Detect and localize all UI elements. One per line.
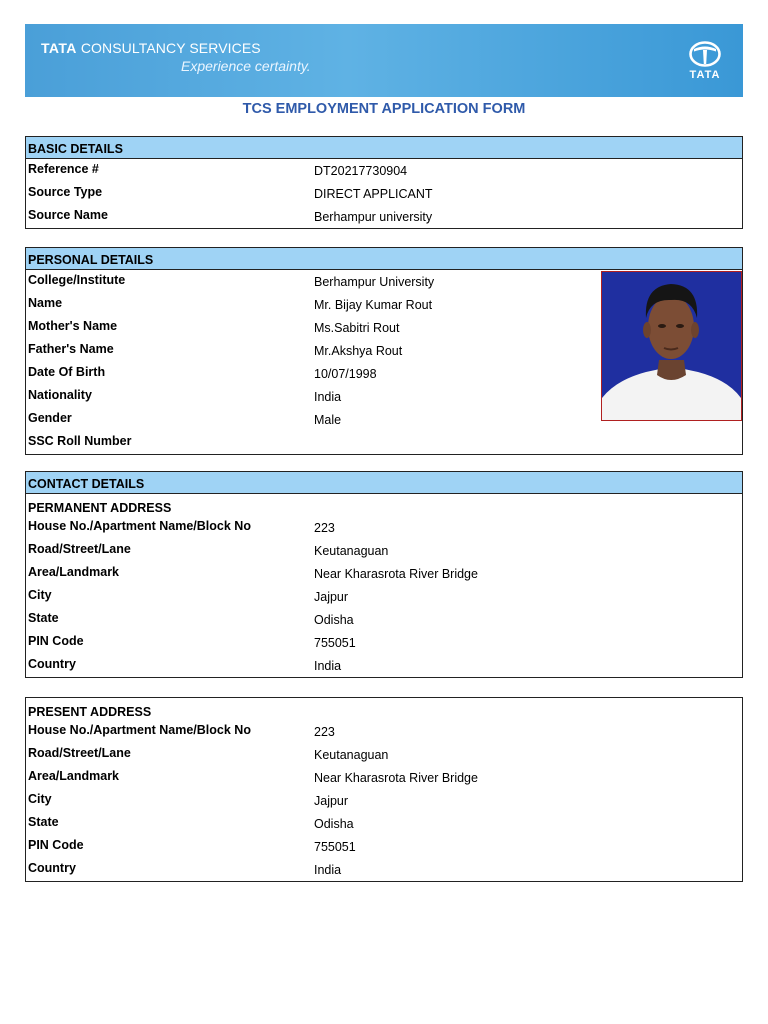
field-value: Near Kharasrota River Bridge bbox=[314, 567, 478, 581]
field-value: DIRECT APPLICANT bbox=[314, 187, 433, 201]
present-address-heading: PRESENT ADDRESS bbox=[28, 705, 152, 719]
field-label: State bbox=[28, 815, 59, 829]
applicant-photo-image bbox=[602, 272, 741, 420]
field-value: 223 bbox=[314, 521, 335, 535]
basic-row-source-name bbox=[26, 205, 742, 228]
field-label: City bbox=[28, 588, 52, 602]
field-value: 755051 bbox=[314, 636, 356, 650]
present-address-section bbox=[25, 697, 743, 882]
permanent-row-area bbox=[26, 562, 742, 585]
field-label: House No./Apartment Name/Block No bbox=[28, 723, 251, 737]
field-value: India bbox=[314, 390, 342, 404]
personal-details-section bbox=[25, 247, 743, 455]
field-label: Road/Street/Lane bbox=[28, 746, 131, 760]
field-value: Male bbox=[314, 413, 342, 427]
permanent-address-heading: PERMANENT ADDRESS bbox=[28, 501, 172, 515]
field-value: Near Kharasrota River Bridge bbox=[314, 771, 478, 785]
field-value: 755051 bbox=[314, 840, 356, 854]
field-label: Country bbox=[28, 861, 76, 875]
applicant-photo bbox=[601, 271, 742, 421]
permanent-row-pin bbox=[26, 631, 742, 654]
present-row-city bbox=[26, 789, 742, 812]
field-value: Berhampur University bbox=[314, 275, 435, 289]
field-label: PIN Code bbox=[28, 838, 84, 852]
tata-logo-icon bbox=[689, 41, 721, 67]
field-label: Area/Landmark bbox=[28, 565, 120, 579]
permanent-row-country bbox=[26, 654, 742, 677]
header-banner bbox=[25, 24, 743, 97]
field-label: Country bbox=[28, 657, 76, 671]
field-label: College/Institute bbox=[28, 273, 126, 287]
field-value: 223 bbox=[314, 725, 335, 739]
field-value: Mr. Bijay Kumar Rout bbox=[314, 298, 433, 312]
field-value: Ms.Sabitri Rout bbox=[314, 321, 400, 335]
present-row-area bbox=[26, 766, 742, 789]
basic-row-reference bbox=[26, 159, 742, 182]
field-label: Area/Landmark bbox=[28, 769, 120, 783]
tata-logo bbox=[685, 41, 725, 81]
field-label: Source Type bbox=[28, 185, 103, 199]
brand-name-rest: CONSULTANCY SERVICES bbox=[80, 40, 261, 56]
field-value: Jajpur bbox=[314, 590, 349, 604]
field-value: Keutanaguan bbox=[314, 544, 389, 558]
personal-row-ssc-roll bbox=[26, 431, 742, 454]
present-row-country bbox=[26, 858, 742, 881]
present-row-house bbox=[26, 720, 742, 743]
contact-details-heading: CONTACT DETAILS bbox=[26, 472, 742, 494]
field-label: City bbox=[28, 792, 52, 806]
field-label: Date Of Birth bbox=[28, 365, 106, 379]
tata-logo-text: TATA bbox=[689, 69, 721, 81]
field-label: PIN Code bbox=[28, 634, 84, 648]
field-label: State bbox=[28, 611, 59, 625]
permanent-row-state bbox=[26, 608, 742, 631]
present-row-state bbox=[26, 812, 742, 835]
field-label: SSC Roll Number bbox=[28, 434, 132, 448]
field-label: Name bbox=[28, 296, 63, 310]
permanent-row-house bbox=[26, 516, 742, 539]
field-value: Keutanaguan bbox=[314, 748, 389, 762]
field-value: Odisha bbox=[314, 817, 354, 831]
field-value: India bbox=[314, 863, 342, 877]
field-label: Gender bbox=[28, 411, 72, 425]
brand-tagline: Experience certainty. bbox=[181, 58, 311, 74]
present-row-road bbox=[26, 743, 742, 766]
field-label: Mother's Name bbox=[28, 319, 118, 333]
brand-name-bold: TATA bbox=[41, 40, 77, 56]
field-value: DT20217730904 bbox=[314, 164, 408, 178]
field-label: Road/Street/Lane bbox=[28, 542, 131, 556]
field-value: Berhampur university bbox=[314, 210, 433, 224]
field-label: Father's Name bbox=[28, 342, 114, 356]
field-value: Mr.Akshya Rout bbox=[314, 344, 403, 358]
form-title: TCS EMPLOYMENT APPLICATION FORM bbox=[242, 101, 526, 117]
field-value: 10/07/1998 bbox=[314, 367, 377, 381]
field-label: Source Name bbox=[28, 208, 108, 222]
field-label: Nationality bbox=[28, 388, 92, 402]
permanent-row-city bbox=[26, 585, 742, 608]
field-label: Reference # bbox=[28, 162, 99, 176]
permanent-row-road bbox=[26, 539, 742, 562]
basic-details-heading: BASIC DETAILS bbox=[26, 137, 742, 159]
field-value: Odisha bbox=[314, 613, 354, 627]
brand-name bbox=[41, 40, 261, 56]
basic-details-section bbox=[25, 136, 743, 229]
present-row-pin bbox=[26, 835, 742, 858]
personal-details-heading: PERSONAL DETAILS bbox=[26, 248, 742, 270]
basic-row-source-type bbox=[26, 182, 742, 205]
contact-details-section bbox=[25, 471, 743, 678]
field-label: House No./Apartment Name/Block No bbox=[28, 519, 251, 533]
field-value: India bbox=[314, 659, 342, 673]
field-value: Jajpur bbox=[314, 794, 349, 808]
